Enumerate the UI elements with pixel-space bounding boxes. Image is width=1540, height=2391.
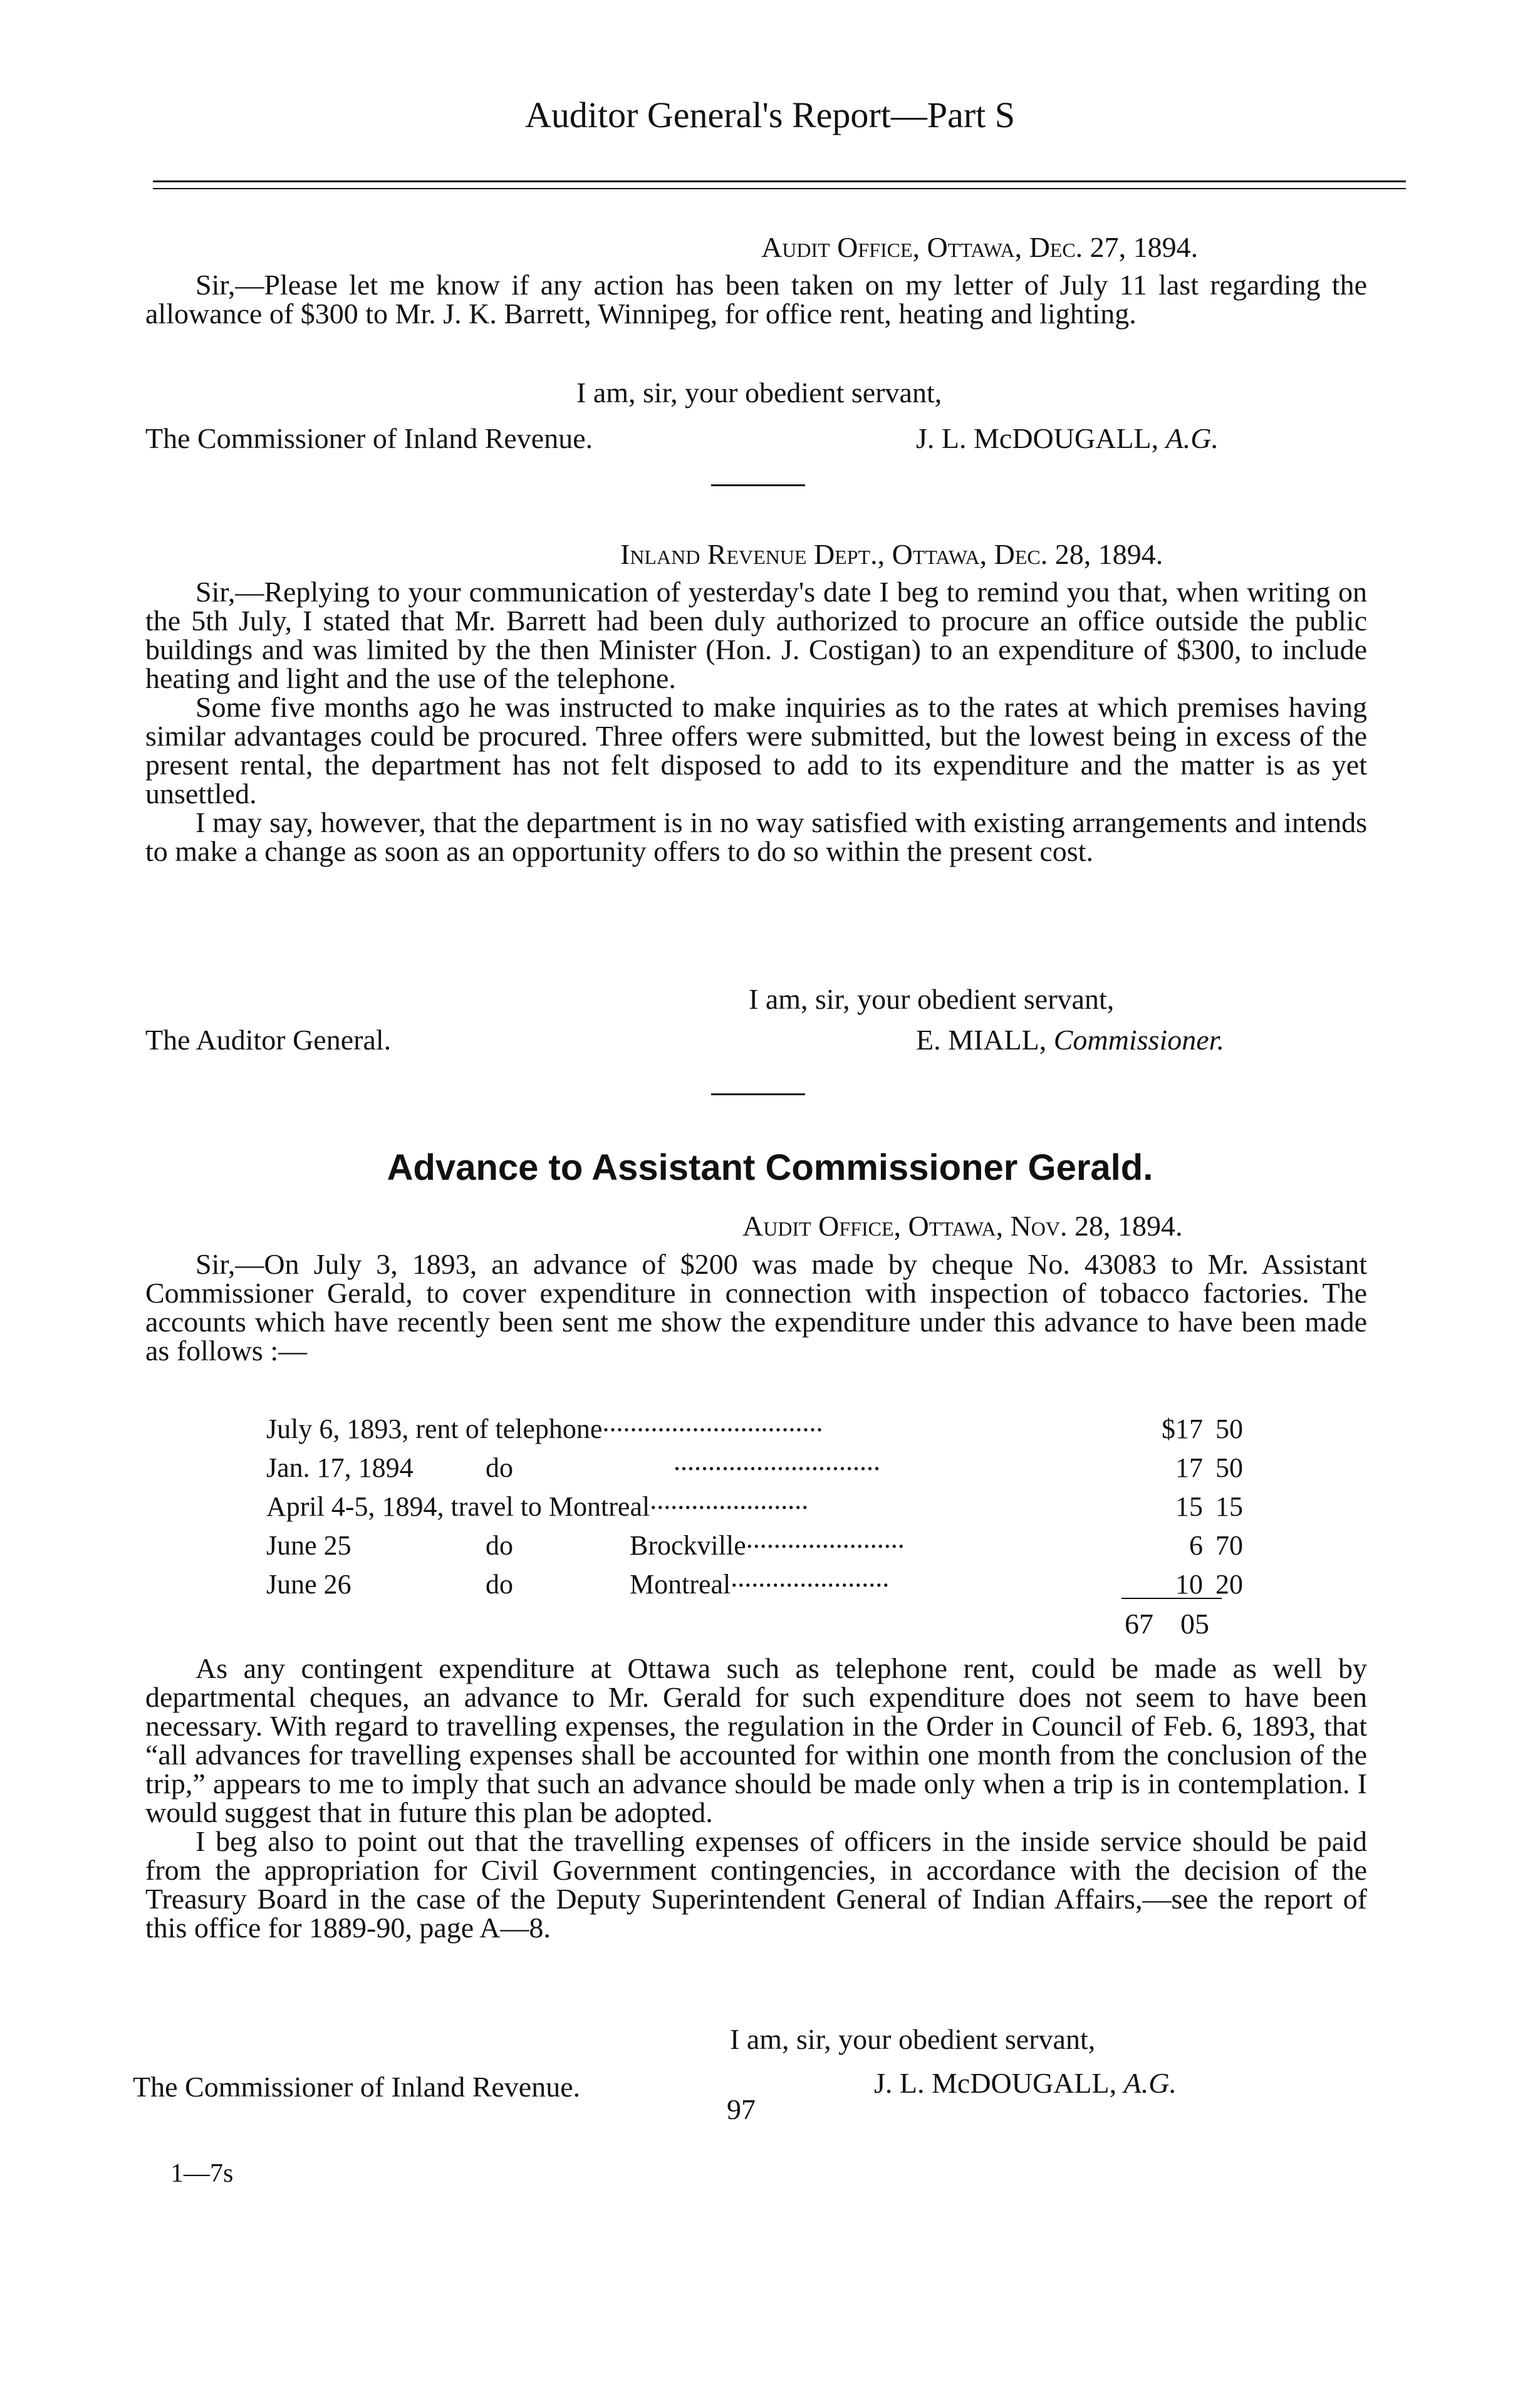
letter1-signature-title: A.G. — [1165, 422, 1219, 454]
letter2-addressee: The Auditor General. — [145, 1024, 392, 1056]
letter2-signature — [916, 1026, 1224, 1055]
table-row — [266, 1484, 1253, 1523]
letter2-paragraph: Sir,—Replying to your communication of yesterday's date I beg to remind you that, when writing on the 5th July, I stated that Mr. Barrett had been duly authorized to procure an office outside the public buildings and was limited by the then Minister (Hon. J. Costigan) to an expenditure of $300, to include heating and light and the use of the telephone. — [145, 576, 1367, 694]
letter3-dateline: Audit Office, Ottawa, Nov. 28, 1894. — [742, 1210, 1183, 1242]
letter3-body — [145, 1654, 1367, 1942]
expense-cents: 20 — [1215, 1569, 1243, 1600]
expense-description: June 26 do Montreal....................... — [266, 1562, 890, 1600]
letter3-paragraph: As any contingent expenditure at Ottawa such as telephone rent, could be made as well by departmental cheques, an advance to Mr. Gerald for such expenditure does not seem to have been necessary. With regard to travelling expenses, the regulation in the Order in Council of Feb. 6, 1893, that “all advances for travelling expenses shall be accounted for within one month from the conclusion of the trip,” appears to me to imply that such an advance should be made only when a trip is in contemplation. I would suggest that in future this plan be adopted. — [145, 1652, 1367, 1828]
expense-cents: 70 — [1215, 1530, 1243, 1561]
divider-2 — [711, 1093, 805, 1095]
table-row — [266, 1523, 1253, 1561]
section-title: Advance to Assistant Commissioner Gerald. — [387, 1147, 1153, 1188]
divider-1 — [711, 484, 805, 486]
table-row — [266, 1406, 1253, 1445]
expense-dollars: 15 — [1175, 1491, 1203, 1522]
header-rule-top — [153, 180, 1406, 182]
letter3-addressee: The Commissioner of Inland Revenue. — [133, 2071, 581, 2103]
letter3-closing: I am, sir, your obedient servant, — [730, 2023, 1096, 2055]
letter3-intro — [145, 1250, 1367, 1365]
letter1-paragraph: Sir,—Please let me know if any action has been taken on my letter of July 11 last regarding the allowance of $300 to Mr. J. K. Barrett, Winnipeg, for office rent, heating and lighting. — [145, 269, 1367, 330]
letter1-closing: I am, sir, your obedient servant, — [576, 377, 942, 409]
letter2-signature-title: Commissioner. — [1053, 1024, 1224, 1056]
expense-description: July 6, 1893, rent of telephone................................ — [266, 1407, 823, 1444]
expense-description: Jan. 17, 1894 do .............................. — [266, 1446, 880, 1483]
table-row — [266, 1561, 1253, 1600]
page-number: 97 — [727, 2093, 756, 2125]
letter2-closing: I am, sir, your obedient servant, — [749, 983, 1115, 1015]
expense-table — [266, 1406, 1253, 1600]
letter3-signature-title: A.G. — [1123, 2067, 1177, 2099]
letter2-paragraph: I may say, however, that the department is in no way satisfied with existing arrangements and intends to make a change as soon as an opportunity offers to do so within the present cost. — [145, 806, 1367, 867]
expense-dollars: 10 — [1175, 1569, 1203, 1600]
letter2-body — [145, 578, 1367, 866]
letter1-body — [145, 271, 1367, 328]
expense-dollars: $17 — [1162, 1414, 1203, 1444]
letter1-signature-name: J. L. McDOUGALL, — [916, 422, 1159, 454]
expense-cents: 50 — [1215, 1452, 1243, 1483]
total-dollars: 67 — [1125, 1608, 1153, 1640]
expense-description: April 4-5, 1894, travel to Montreal....................... — [266, 1484, 809, 1522]
letter1-addressee: The Commissioner of Inland Revenue. — [145, 422, 593, 454]
expense-description: June 25 do Brockville....................... — [266, 1523, 905, 1561]
letter3-intro-paragraph: Sir,—On July 3, 1893, an advance of $200 was made by cheque No. 43083 to Mr. Assistant Commissioner Gerald, to cover expenditure in connection with inspection of tobacco factories. The accounts which have recently been sent me show the expenditure under this advance to have been made as follows :— — [145, 1248, 1367, 1367]
total-rule — [1121, 1598, 1222, 1599]
header-rule-bottom — [153, 188, 1406, 189]
expense-cents: 50 — [1215, 1414, 1243, 1444]
page-header: Auditor General's Report—Part S — [524, 95, 1016, 135]
expense-dollars: 6 — [1189, 1530, 1203, 1561]
letter3-signature — [874, 2069, 1177, 2098]
total-cents: 05 — [1180, 1608, 1209, 1640]
letter2-signature-name: E. MIALL, — [916, 1024, 1047, 1056]
letter2-paragraph: Some five months ago he was instructed to make inquiries as to the rates at which premises having similar advantages could be procured. Three offers were submitted, but the lowest being in excess of the present rental, the department has not felt disposed to add to its expenditure and the matter is as yet unsettled. — [145, 691, 1367, 810]
letter3-signature-name: J. L. McDOUGALL, — [874, 2067, 1117, 2099]
sheet-mark: 1—7s — [170, 2159, 234, 2188]
letter3-paragraph: I beg also to point out that the travelling expenses of officers in the inside service should be paid from the appropriation for Civil Government contingencies, in accordance with the decision of the Treasury Board in the case of the Deputy Superintendent General of Indian Affairs,—see the report of this office for 1889-90, page A—8. — [145, 1825, 1367, 1944]
letter2-dateline: Inland Revenue Dept., Ottawa, Dec. 28, 1894. — [620, 538, 1163, 570]
letter1-signature — [916, 424, 1219, 453]
expense-dollars: 17 — [1175, 1452, 1203, 1483]
expense-total — [1125, 1607, 1209, 1640]
letter1-dateline: Audit Office, Ottawa, Dec. 27, 1894. — [761, 231, 1199, 263]
table-row — [266, 1445, 1253, 1484]
expense-cents: 15 — [1215, 1491, 1243, 1522]
